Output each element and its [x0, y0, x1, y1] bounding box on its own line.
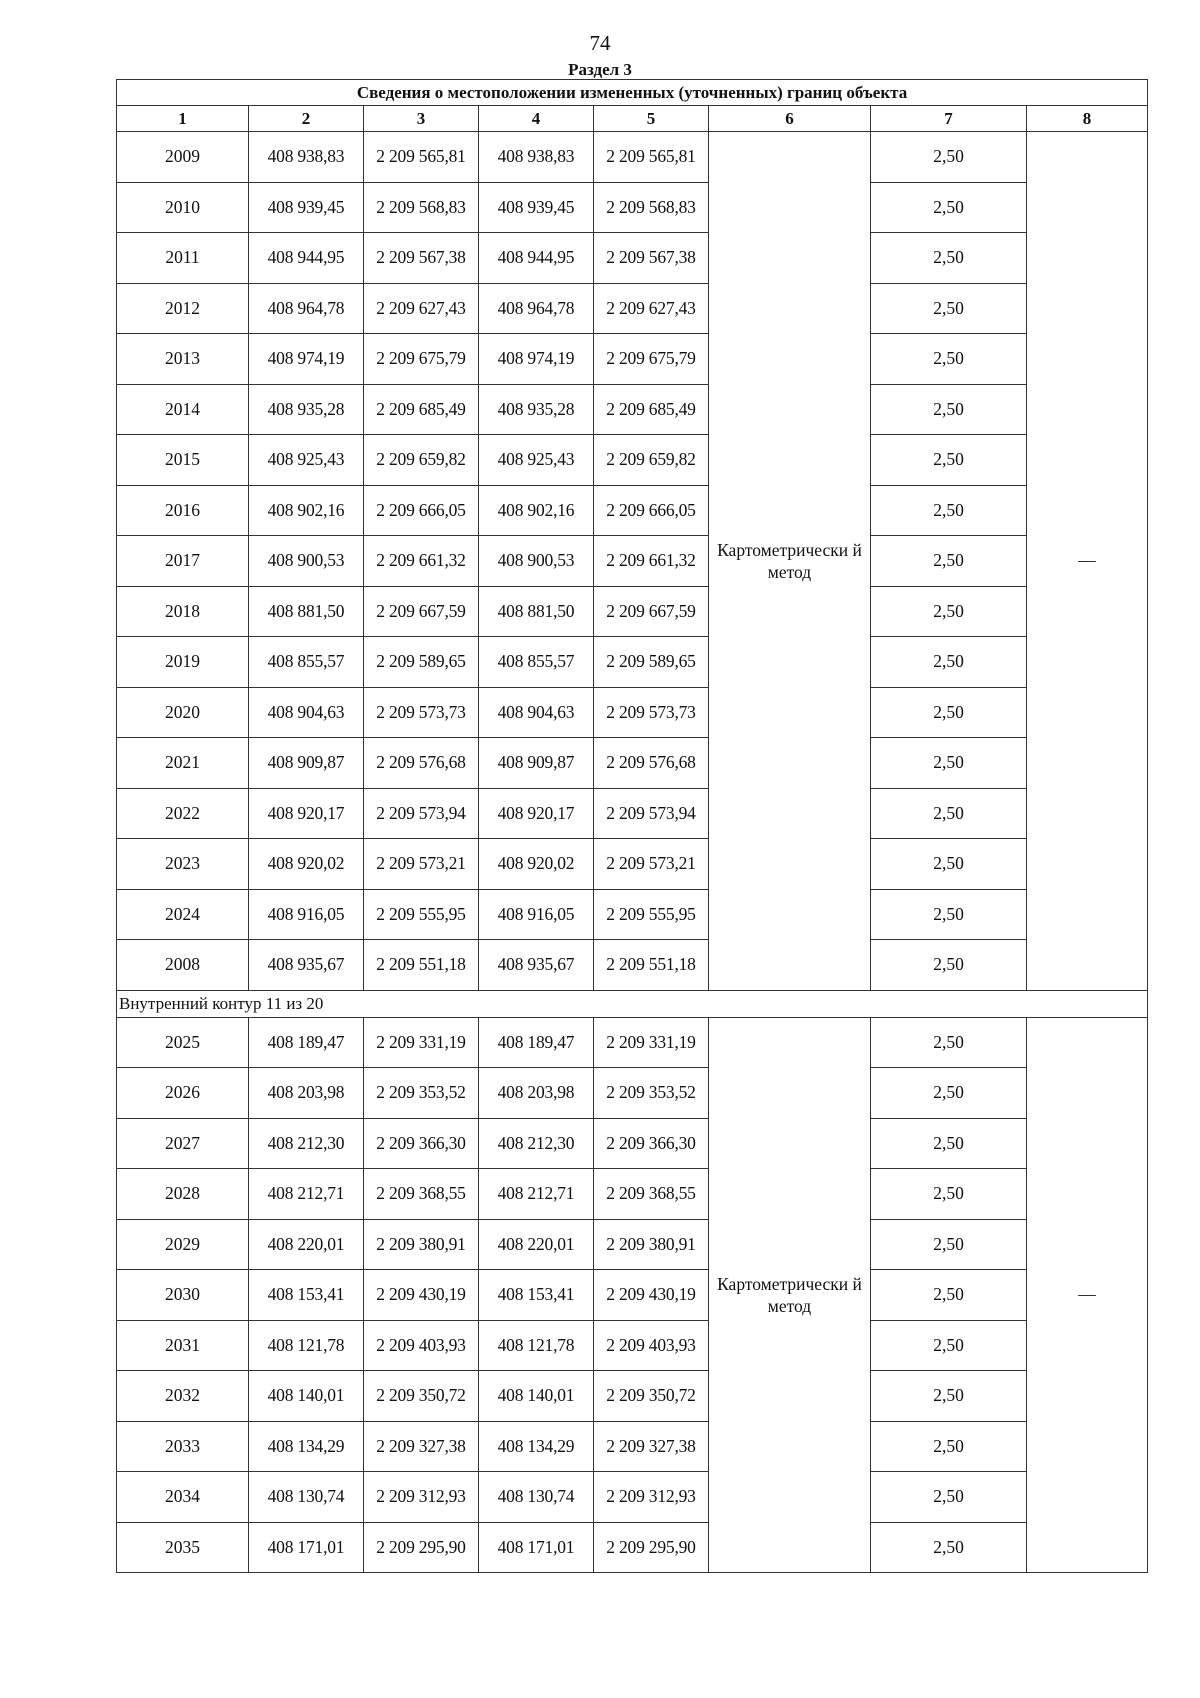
- contour-label-row: [117, 990, 1148, 1017]
- point-number-cell: 2025: [117, 1017, 249, 1068]
- x-existing-cell: 408 855,57: [249, 637, 364, 688]
- accuracy-cell: 2,50: [871, 586, 1027, 637]
- x-existing-cell: 408 904,63: [249, 687, 364, 738]
- x-existing-cell: 408 121,78: [249, 1320, 364, 1371]
- table-row: [117, 283, 1148, 334]
- x-new-cell: 408 855,57: [479, 637, 594, 688]
- y-existing-cell: 2 209 327,38: [364, 1421, 479, 1472]
- y-existing-cell: 2 209 353,52: [364, 1068, 479, 1119]
- y-new-cell: 2 209 627,43: [594, 283, 709, 334]
- accuracy-cell: 2,50: [871, 384, 1027, 435]
- table-row: [117, 1421, 1148, 1472]
- point-number-cell: 2014: [117, 384, 249, 435]
- x-new-cell: 408 935,28: [479, 384, 594, 435]
- column-header-6: 6: [709, 106, 871, 132]
- x-existing-cell: 408 935,67: [249, 940, 364, 991]
- table-row: [117, 384, 1148, 435]
- point-number-cell: 2021: [117, 738, 249, 789]
- x-existing-cell: 408 909,87: [249, 738, 364, 789]
- y-existing-cell: 2 209 555,95: [364, 889, 479, 940]
- y-new-cell: 2 209 430,19: [594, 1270, 709, 1321]
- x-existing-cell: 408 189,47: [249, 1017, 364, 1068]
- x-new-cell: 408 904,63: [479, 687, 594, 738]
- x-new-cell: 408 939,45: [479, 182, 594, 233]
- point-number-cell: 2033: [117, 1421, 249, 1472]
- x-existing-cell: 408 939,45: [249, 182, 364, 233]
- accuracy-cell: 2,50: [871, 1017, 1027, 1068]
- y-existing-cell: 2 209 430,19: [364, 1270, 479, 1321]
- accuracy-cell: 2,50: [871, 334, 1027, 385]
- point-number-cell: 2013: [117, 334, 249, 385]
- table-row: [117, 1118, 1148, 1169]
- y-existing-cell: 2 209 675,79: [364, 334, 479, 385]
- table-row: [117, 1522, 1148, 1573]
- column-number-row: [117, 106, 1148, 132]
- x-existing-cell: 408 935,28: [249, 384, 364, 435]
- point-number-cell: 2029: [117, 1219, 249, 1270]
- point-number-cell: 2015: [117, 435, 249, 486]
- y-existing-cell: 2 209 380,91: [364, 1219, 479, 1270]
- accuracy-cell: 2,50: [871, 1472, 1027, 1523]
- accuracy-cell: 2,50: [871, 485, 1027, 536]
- point-number-cell: 2022: [117, 788, 249, 839]
- y-existing-cell: 2 209 573,21: [364, 839, 479, 890]
- y-new-cell: 2 209 667,59: [594, 586, 709, 637]
- y-existing-cell: 2 209 366,30: [364, 1118, 479, 1169]
- point-number-cell: 2030: [117, 1270, 249, 1321]
- x-new-cell: 408 171,01: [479, 1522, 594, 1573]
- point-number-cell: 2008: [117, 940, 249, 991]
- column-header-7: 7: [871, 106, 1027, 132]
- method-cell: Картометрически й метод: [709, 132, 871, 991]
- x-new-cell: 408 944,95: [479, 233, 594, 284]
- x-existing-cell: 408 920,17: [249, 788, 364, 839]
- y-new-cell: 2 209 576,68: [594, 738, 709, 789]
- accuracy-cell: 2,50: [871, 132, 1027, 183]
- x-new-cell: 408 134,29: [479, 1421, 594, 1472]
- table-row: [117, 233, 1148, 284]
- accuracy-cell: 2,50: [871, 687, 1027, 738]
- table-row: [117, 738, 1148, 789]
- y-new-cell: 2 209 403,93: [594, 1320, 709, 1371]
- table-row: [117, 1169, 1148, 1220]
- accuracy-cell: 2,50: [871, 233, 1027, 284]
- y-existing-cell: 2 209 350,72: [364, 1371, 479, 1422]
- y-new-cell: 2 209 573,94: [594, 788, 709, 839]
- table-row: [117, 1320, 1148, 1371]
- point-number-cell: 2012: [117, 283, 249, 334]
- x-new-cell: 408 212,71: [479, 1169, 594, 1220]
- y-existing-cell: 2 209 667,59: [364, 586, 479, 637]
- x-new-cell: 408 220,01: [479, 1219, 594, 1270]
- y-existing-cell: 2 209 573,73: [364, 687, 479, 738]
- point-number-cell: 2034: [117, 1472, 249, 1523]
- page-number: 74: [589, 31, 611, 55]
- x-existing-cell: 408 212,71: [249, 1169, 364, 1220]
- table-row: [117, 334, 1148, 385]
- table-row: [117, 1068, 1148, 1119]
- column-header-3: 3: [364, 106, 479, 132]
- x-existing-cell: 408 134,29: [249, 1421, 364, 1472]
- point-number-cell: 2031: [117, 1320, 249, 1371]
- y-existing-cell: 2 209 685,49: [364, 384, 479, 435]
- table-row: [117, 889, 1148, 940]
- description-cell: —: [1027, 1017, 1148, 1573]
- table-row: [117, 485, 1148, 536]
- y-new-cell: 2 209 589,65: [594, 637, 709, 688]
- y-existing-cell: 2 209 659,82: [364, 435, 479, 486]
- boundary-table-container: [116, 79, 1147, 1573]
- accuracy-cell: 2,50: [871, 1320, 1027, 1371]
- y-new-cell: 2 209 380,91: [594, 1219, 709, 1270]
- y-new-cell: 2 209 353,52: [594, 1068, 709, 1119]
- x-new-cell: 408 920,17: [479, 788, 594, 839]
- accuracy-cell: 2,50: [871, 283, 1027, 334]
- y-new-cell: 2 209 327,38: [594, 1421, 709, 1472]
- x-new-cell: 408 153,41: [479, 1270, 594, 1321]
- x-new-cell: 408 121,78: [479, 1320, 594, 1371]
- y-existing-cell: 2 209 331,19: [364, 1017, 479, 1068]
- accuracy-cell: 2,50: [871, 182, 1027, 233]
- accuracy-cell: 2,50: [871, 1219, 1027, 1270]
- accuracy-cell: 2,50: [871, 435, 1027, 486]
- y-existing-cell: 2 209 589,65: [364, 637, 479, 688]
- accuracy-cell: 2,50: [871, 1169, 1027, 1220]
- accuracy-cell: 2,50: [871, 1371, 1027, 1422]
- y-new-cell: 2 209 312,93: [594, 1472, 709, 1523]
- y-existing-cell: 2 209 666,05: [364, 485, 479, 536]
- accuracy-cell: 2,50: [871, 1421, 1027, 1472]
- y-existing-cell: 2 209 551,18: [364, 940, 479, 991]
- y-new-cell: 2 209 368,55: [594, 1169, 709, 1220]
- y-new-cell: 2 209 573,21: [594, 839, 709, 890]
- table-caption: Сведения о местоположении измененных (уточненных) границ объекта: [117, 80, 1148, 106]
- y-new-cell: 2 209 567,38: [594, 233, 709, 284]
- y-existing-cell: 2 209 568,83: [364, 182, 479, 233]
- table-row: [117, 1371, 1148, 1422]
- point-number-cell: 2010: [117, 182, 249, 233]
- point-number-cell: 2027: [117, 1118, 249, 1169]
- y-new-cell: 2 209 675,79: [594, 334, 709, 385]
- point-number-cell: 2016: [117, 485, 249, 536]
- point-number-cell: 2024: [117, 889, 249, 940]
- column-header-1: 1: [117, 106, 249, 132]
- table-row: [117, 536, 1148, 587]
- y-existing-cell: 2 209 576,68: [364, 738, 479, 789]
- x-new-cell: 408 964,78: [479, 283, 594, 334]
- boundary-coordinates-table: [116, 79, 1148, 1573]
- y-new-cell: 2 209 659,82: [594, 435, 709, 486]
- table-row: [117, 1017, 1148, 1068]
- y-new-cell: 2 209 331,19: [594, 1017, 709, 1068]
- x-existing-cell: 408 900,53: [249, 536, 364, 587]
- point-number-cell: 2018: [117, 586, 249, 637]
- point-number-cell: 2026: [117, 1068, 249, 1119]
- point-number-cell: 2020: [117, 687, 249, 738]
- x-new-cell: 408 902,16: [479, 485, 594, 536]
- column-header-8: 8: [1027, 106, 1148, 132]
- contour-label: Внутренний контур 11 из 20: [117, 990, 1148, 1017]
- x-new-cell: 408 935,67: [479, 940, 594, 991]
- x-existing-cell: 408 938,83: [249, 132, 364, 183]
- x-existing-cell: 408 203,98: [249, 1068, 364, 1119]
- table-row: [117, 1219, 1148, 1270]
- accuracy-cell: 2,50: [871, 940, 1027, 991]
- table-row: [117, 586, 1148, 637]
- accuracy-cell: 2,50: [871, 889, 1027, 940]
- y-new-cell: 2 209 565,81: [594, 132, 709, 183]
- point-number-cell: 2009: [117, 132, 249, 183]
- x-new-cell: 408 920,02: [479, 839, 594, 890]
- x-new-cell: 408 203,98: [479, 1068, 594, 1119]
- x-new-cell: 408 974,19: [479, 334, 594, 385]
- table-row: [117, 435, 1148, 486]
- x-existing-cell: 408 130,74: [249, 1472, 364, 1523]
- table-row: [117, 1270, 1148, 1321]
- point-number-cell: 2028: [117, 1169, 249, 1220]
- table-caption-row: [117, 80, 1148, 106]
- accuracy-cell: 2,50: [871, 536, 1027, 587]
- y-existing-cell: 2 209 661,32: [364, 536, 479, 587]
- y-new-cell: 2 209 685,49: [594, 384, 709, 435]
- y-new-cell: 2 209 666,05: [594, 485, 709, 536]
- y-new-cell: 2 209 568,83: [594, 182, 709, 233]
- point-number-cell: 2023: [117, 839, 249, 890]
- y-new-cell: 2 209 661,32: [594, 536, 709, 587]
- x-existing-cell: 408 944,95: [249, 233, 364, 284]
- x-existing-cell: 408 974,19: [249, 334, 364, 385]
- accuracy-cell: 2,50: [871, 738, 1027, 789]
- y-existing-cell: 2 209 403,93: [364, 1320, 479, 1371]
- y-new-cell: 2 209 350,72: [594, 1371, 709, 1422]
- x-existing-cell: 408 140,01: [249, 1371, 364, 1422]
- description-cell: —: [1027, 132, 1148, 991]
- x-new-cell: 408 909,87: [479, 738, 594, 789]
- y-new-cell: 2 209 555,95: [594, 889, 709, 940]
- y-existing-cell: 2 209 627,43: [364, 283, 479, 334]
- y-new-cell: 2 209 573,73: [594, 687, 709, 738]
- x-existing-cell: 408 916,05: [249, 889, 364, 940]
- accuracy-cell: 2,50: [871, 839, 1027, 890]
- x-existing-cell: 408 902,16: [249, 485, 364, 536]
- table-row: [117, 687, 1148, 738]
- column-header-2: 2: [249, 106, 364, 132]
- x-new-cell: 408 189,47: [479, 1017, 594, 1068]
- y-existing-cell: 2 209 295,90: [364, 1522, 479, 1573]
- x-new-cell: 408 212,30: [479, 1118, 594, 1169]
- accuracy-cell: 2,50: [871, 637, 1027, 688]
- x-new-cell: 408 925,43: [479, 435, 594, 486]
- x-existing-cell: 408 964,78: [249, 283, 364, 334]
- column-header-4: 4: [479, 106, 594, 132]
- y-existing-cell: 2 209 565,81: [364, 132, 479, 183]
- x-existing-cell: 408 153,41: [249, 1270, 364, 1321]
- x-new-cell: 408 130,74: [479, 1472, 594, 1523]
- accuracy-cell: 2,50: [871, 1270, 1027, 1321]
- table-row: [117, 839, 1148, 890]
- y-new-cell: 2 209 551,18: [594, 940, 709, 991]
- section-title: Раздел 3: [568, 60, 632, 79]
- y-existing-cell: 2 209 312,93: [364, 1472, 479, 1523]
- table-row: [117, 132, 1148, 183]
- x-existing-cell: 408 171,01: [249, 1522, 364, 1573]
- accuracy-cell: 2,50: [871, 788, 1027, 839]
- accuracy-cell: 2,50: [871, 1068, 1027, 1119]
- point-number-cell: 2019: [117, 637, 249, 688]
- accuracy-cell: 2,50: [871, 1118, 1027, 1169]
- x-new-cell: 408 900,53: [479, 536, 594, 587]
- x-existing-cell: 408 220,01: [249, 1219, 364, 1270]
- x-new-cell: 408 916,05: [479, 889, 594, 940]
- x-existing-cell: 408 920,02: [249, 839, 364, 890]
- y-new-cell: 2 209 295,90: [594, 1522, 709, 1573]
- x-new-cell: 408 881,50: [479, 586, 594, 637]
- accuracy-cell: 2,50: [871, 1522, 1027, 1573]
- table-row: [117, 637, 1148, 688]
- x-existing-cell: 408 212,30: [249, 1118, 364, 1169]
- x-new-cell: 408 938,83: [479, 132, 594, 183]
- method-cell: Картометрически й метод: [709, 1017, 871, 1573]
- table-row: [117, 182, 1148, 233]
- table-row: [117, 788, 1148, 839]
- x-existing-cell: 408 925,43: [249, 435, 364, 486]
- y-existing-cell: 2 209 573,94: [364, 788, 479, 839]
- y-existing-cell: 2 209 368,55: [364, 1169, 479, 1220]
- point-number-cell: 2017: [117, 536, 249, 587]
- table-row: [117, 940, 1148, 991]
- y-new-cell: 2 209 366,30: [594, 1118, 709, 1169]
- y-existing-cell: 2 209 567,38: [364, 233, 479, 284]
- point-number-cell: 2032: [117, 1371, 249, 1422]
- point-number-cell: 2011: [117, 233, 249, 284]
- column-header-5: 5: [594, 106, 709, 132]
- x-existing-cell: 408 881,50: [249, 586, 364, 637]
- x-new-cell: 408 140,01: [479, 1371, 594, 1422]
- table-row: [117, 1472, 1148, 1523]
- point-number-cell: 2035: [117, 1522, 249, 1573]
